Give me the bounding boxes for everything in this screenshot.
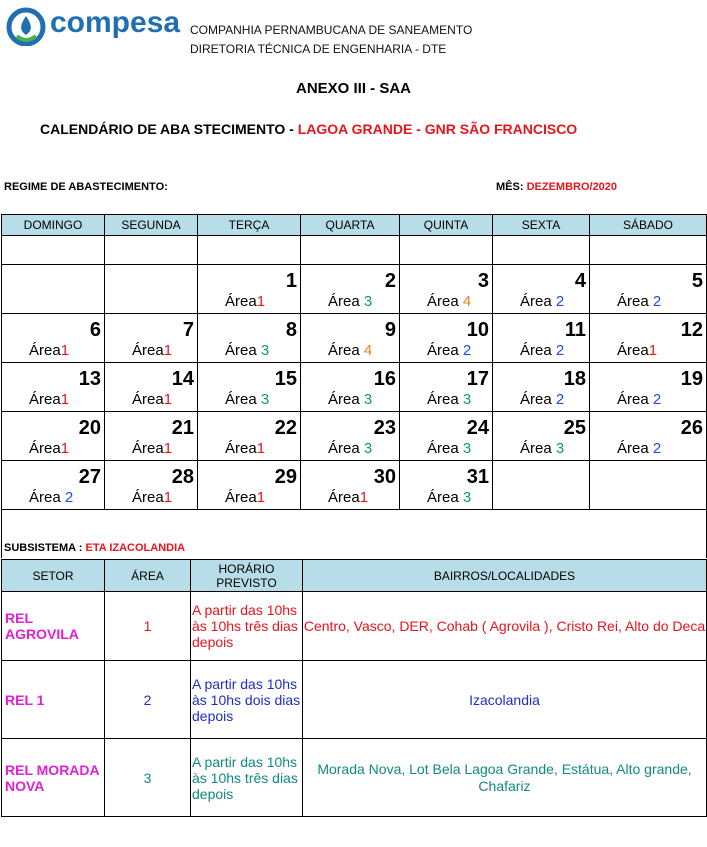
calendar-title-prefix: CALENDÁRIO DE ABA STECIMENTO - (40, 121, 294, 137)
area-number: 1 (163, 342, 173, 359)
area-number: 3 (462, 489, 472, 506)
day-area (400, 293, 492, 311)
weekday-header: SÁBADO (590, 215, 707, 236)
day-number: 30 (373, 466, 396, 488)
area-cell: 1 (105, 592, 191, 661)
horario-cell: A partir das 10hs às 10hs três dias depois (191, 739, 303, 817)
day-number: 20 (78, 417, 101, 439)
sector-header-row (2, 560, 707, 592)
day-number: 22 (274, 417, 297, 439)
area-number: 2 (555, 293, 565, 310)
area-word: Área (225, 342, 257, 359)
area-number: 1 (256, 440, 266, 457)
calendar-day-cell (198, 265, 301, 314)
setor-cell: REL 1 (2, 661, 105, 739)
area-word: Área (225, 440, 257, 457)
day-number: 5 (691, 270, 703, 292)
day-area (198, 342, 300, 360)
calendar-day-cell (198, 363, 301, 412)
day-area (198, 293, 300, 311)
area-number: 2 (555, 342, 565, 359)
day-area (400, 440, 492, 458)
area-number: 3 (260, 342, 270, 359)
day-area (400, 489, 492, 507)
calendar-day-cell (105, 314, 198, 363)
calendar-cell-empty (590, 236, 707, 265)
annex-title: ANEXO III - SAA (295, 80, 411, 97)
day-number: 11 (564, 319, 586, 341)
area-word: Área (132, 391, 164, 408)
subsystem-value: ETA IZACOLANDIA (85, 542, 186, 554)
calendar-cell-empty (493, 236, 590, 265)
day-area (198, 440, 300, 458)
day-area (2, 489, 104, 507)
area-number: 1 (359, 489, 369, 506)
day-number: 27 (78, 466, 101, 488)
calendar-day-cell (301, 314, 400, 363)
area-word: Área (328, 342, 360, 359)
day-area (301, 391, 399, 409)
calendar-week-row (2, 363, 707, 412)
table-row (2, 592, 707, 661)
area-number: 1 (163, 391, 173, 408)
day-number: 31 (466, 466, 489, 488)
table-row (2, 739, 707, 817)
day-number: 10 (466, 319, 489, 341)
calendar-day-cell (105, 363, 198, 412)
area-number: 3 (363, 440, 373, 457)
calendar-cell-empty (105, 236, 198, 265)
area-word: Área (328, 489, 360, 506)
day-area (493, 391, 589, 409)
day-area (493, 342, 589, 360)
day-number: 29 (274, 466, 297, 488)
month-field (496, 181, 617, 193)
area-word: Área (617, 391, 649, 408)
organization-name (190, 21, 472, 59)
area-number: 4 (363, 342, 373, 359)
area-cell: 3 (105, 739, 191, 817)
day-area (400, 342, 492, 360)
area-number: 3 (363, 391, 373, 408)
area-word: Área (617, 342, 649, 359)
calendar-cell-empty (400, 236, 493, 265)
area-number: 1 (60, 440, 70, 457)
day-number: 17 (466, 368, 489, 390)
area-word: Área (617, 293, 649, 310)
header-setor: SETOR (2, 560, 105, 592)
area-number: 2 (652, 391, 662, 408)
calendar-day-cell (301, 461, 400, 510)
day-area (301, 293, 399, 311)
area-number: 2 (64, 489, 74, 506)
area-word: Área (132, 342, 164, 359)
area-word: Área (520, 391, 552, 408)
calendar-day-cell (198, 461, 301, 510)
day-area (301, 489, 399, 507)
area-number: 1 (163, 489, 173, 506)
subsystem (4, 542, 185, 554)
area-word: Área (427, 391, 459, 408)
area-word: Área (29, 489, 61, 506)
day-number: 3 (477, 270, 489, 292)
day-area (493, 293, 589, 311)
area-number: 3 (462, 391, 472, 408)
area-number: 3 (260, 391, 270, 408)
day-area (400, 391, 492, 409)
calendar-day-cell (400, 412, 493, 461)
day-area (2, 440, 104, 458)
calendar-day-cell (2, 461, 105, 510)
compesa-logo (6, 4, 182, 44)
weekday-header: SEGUNDA (105, 215, 198, 236)
calendar-table (1, 214, 707, 558)
horario-cell: A partir das 10hs às 10hs três dias depois (191, 592, 303, 661)
area-word: Área (132, 489, 164, 506)
area-word: Área (29, 391, 61, 408)
calendar-cell-empty (590, 461, 707, 510)
calendar-day-cell (493, 412, 590, 461)
calendar-week-row (2, 314, 707, 363)
day-area (590, 342, 706, 360)
day-area (590, 293, 706, 311)
area-number: 2 (462, 342, 472, 359)
area-word: Área (29, 440, 61, 457)
area-number: 1 (60, 342, 70, 359)
area-number: 1 (60, 391, 70, 408)
calendar-day-cell (400, 363, 493, 412)
day-number: 23 (373, 417, 396, 439)
area-word: Área (328, 293, 360, 310)
area-word: Área (427, 293, 459, 310)
area-number: 2 (555, 391, 565, 408)
day-number: 28 (171, 466, 194, 488)
area-number: 4 (462, 293, 472, 310)
setor-cell: REL MORADA NOVA (2, 739, 105, 817)
calendar-day-cell (400, 265, 493, 314)
day-number: 13 (78, 368, 101, 390)
day-number: 24 (466, 417, 489, 439)
area-word: Área (225, 391, 257, 408)
bairros-cell: Morada Nova, Lot Bela Lagoa Grande, Estátua, Alto grande, Chafariz (303, 739, 707, 817)
day-area (105, 391, 197, 409)
bairros-cell: Centro, Vasco, DER, Cohab ( Agrovila ), Cristo Rei, Alto do Deca (303, 592, 707, 661)
area-word: Área (427, 440, 459, 457)
calendar-day-cell (493, 265, 590, 314)
calendar-day-cell (590, 412, 707, 461)
day-number: 1 (285, 270, 297, 292)
day-area (105, 440, 197, 458)
calendar-week-row (2, 461, 707, 510)
regime-label: REGIME DE ABASTECIMENTO: (4, 181, 168, 193)
day-number: 6 (89, 319, 101, 341)
calendar-day-cell (590, 363, 707, 412)
month-value: DEZEMBRO/2020 (526, 181, 618, 193)
water-drop-logo-icon (6, 6, 46, 46)
day-number: 15 (274, 368, 297, 390)
calendar-day-cell (400, 461, 493, 510)
area-number: 1 (256, 489, 266, 506)
calendar-day-cell (493, 363, 590, 412)
area-word: Área (427, 489, 459, 506)
area-word: Área (225, 293, 257, 310)
org-line-1: COMPANHIA PERNAMBUCANA DE SANEAMENTO (190, 23, 473, 37)
area-word: Área (617, 440, 649, 457)
day-area (590, 440, 706, 458)
area-word: Área (520, 440, 552, 457)
calendar-day-cell (105, 461, 198, 510)
logo-text: compesa (50, 6, 181, 39)
calendar-blank-row (2, 236, 707, 265)
calendar-day-cell (301, 265, 400, 314)
day-area (493, 440, 589, 458)
calendar-day-cell (301, 363, 400, 412)
weekday-header-row (2, 215, 707, 236)
day-number: 14 (171, 368, 194, 390)
day-area (105, 489, 197, 507)
calendar-day-cell (198, 412, 301, 461)
day-number: 18 (563, 368, 586, 390)
weekday-header: QUINTA (400, 215, 493, 236)
calendar-day-cell (493, 314, 590, 363)
header-area: ÁREA (105, 560, 191, 592)
calendar-title-place: LAGOA GRANDE - GNR SÃO FRANCISCO (297, 121, 578, 137)
calendar-day-cell (400, 314, 493, 363)
calendar-day-cell (590, 314, 707, 363)
setor-cell: REL AGROVILA (2, 592, 105, 661)
day-number: 9 (384, 319, 396, 341)
calendar-cell-empty (105, 265, 198, 314)
area-number: 2 (652, 440, 662, 457)
day-area (2, 342, 104, 360)
calendar-day-cell (105, 412, 198, 461)
area-word: Área (225, 489, 257, 506)
day-area (198, 391, 300, 409)
day-number: 25 (563, 417, 586, 439)
day-number: 7 (182, 319, 194, 341)
calendar-title (40, 121, 577, 137)
area-word: Área (328, 391, 360, 408)
day-area (105, 342, 197, 360)
weekday-header: DOMINGO (2, 215, 105, 236)
area-word: Área (520, 342, 552, 359)
area-number: 3 (363, 293, 373, 310)
day-number: 21 (171, 417, 194, 439)
calendar-day-cell (2, 314, 105, 363)
weekday-header: TERÇA (198, 215, 301, 236)
sector-table (1, 559, 707, 817)
calendar-cell-empty (198, 236, 301, 265)
weekday-header: SEXTA (493, 215, 590, 236)
calendar-day-cell (590, 265, 707, 314)
day-area (198, 489, 300, 507)
calendar-week-row (2, 265, 707, 314)
subsystem-label: SUBSISTEMA : (4, 542, 83, 554)
header-horario: HORÁRIO PREVISTO (191, 560, 303, 592)
area-number: 3 (555, 440, 565, 457)
area-word: Área (328, 440, 360, 457)
area-word: Área (29, 342, 61, 359)
calendar-day-cell (2, 363, 105, 412)
area-word: Área (132, 440, 164, 457)
month-label: MÊS: (496, 181, 524, 193)
calendar-day-cell (198, 314, 301, 363)
day-number: 4 (574, 270, 586, 292)
table-row (2, 661, 707, 739)
horario-cell: A partir das 10hs às 10hs dois dias depois (191, 661, 303, 739)
area-word: Área (427, 342, 459, 359)
day-area (301, 342, 399, 360)
org-line-2: DIRETORIA TÉCNICA DE ENGENHARIA - DTE (190, 42, 447, 56)
calendar-week-row (2, 412, 707, 461)
calendar-cell-empty (493, 461, 590, 510)
day-number: 2 (384, 270, 396, 292)
area-cell: 2 (105, 661, 191, 739)
calendar-cell-empty (2, 265, 105, 314)
day-area (301, 440, 399, 458)
day-number: 26 (680, 417, 703, 439)
area-word: Área (520, 293, 552, 310)
day-number: 8 (285, 319, 297, 341)
area-number: 2 (652, 293, 662, 310)
calendar-day-cell (2, 412, 105, 461)
header-bairros: BAIRROS/LOCALIDADES (303, 560, 707, 592)
calendar-cell-empty (301, 236, 400, 265)
calendar-cell-empty (2, 236, 105, 265)
bairros-cell: Izacolandia (303, 661, 707, 739)
area-number: 1 (648, 342, 658, 359)
weekday-header: QUARTA (301, 215, 400, 236)
area-number: 1 (256, 293, 266, 310)
day-area (590, 391, 706, 409)
calendar-day-cell (301, 412, 400, 461)
area-number: 1 (163, 440, 173, 457)
day-area (2, 391, 104, 409)
day-number: 19 (680, 368, 703, 390)
area-number: 3 (462, 440, 472, 457)
day-number: 12 (680, 319, 703, 341)
day-number: 16 (373, 368, 396, 390)
